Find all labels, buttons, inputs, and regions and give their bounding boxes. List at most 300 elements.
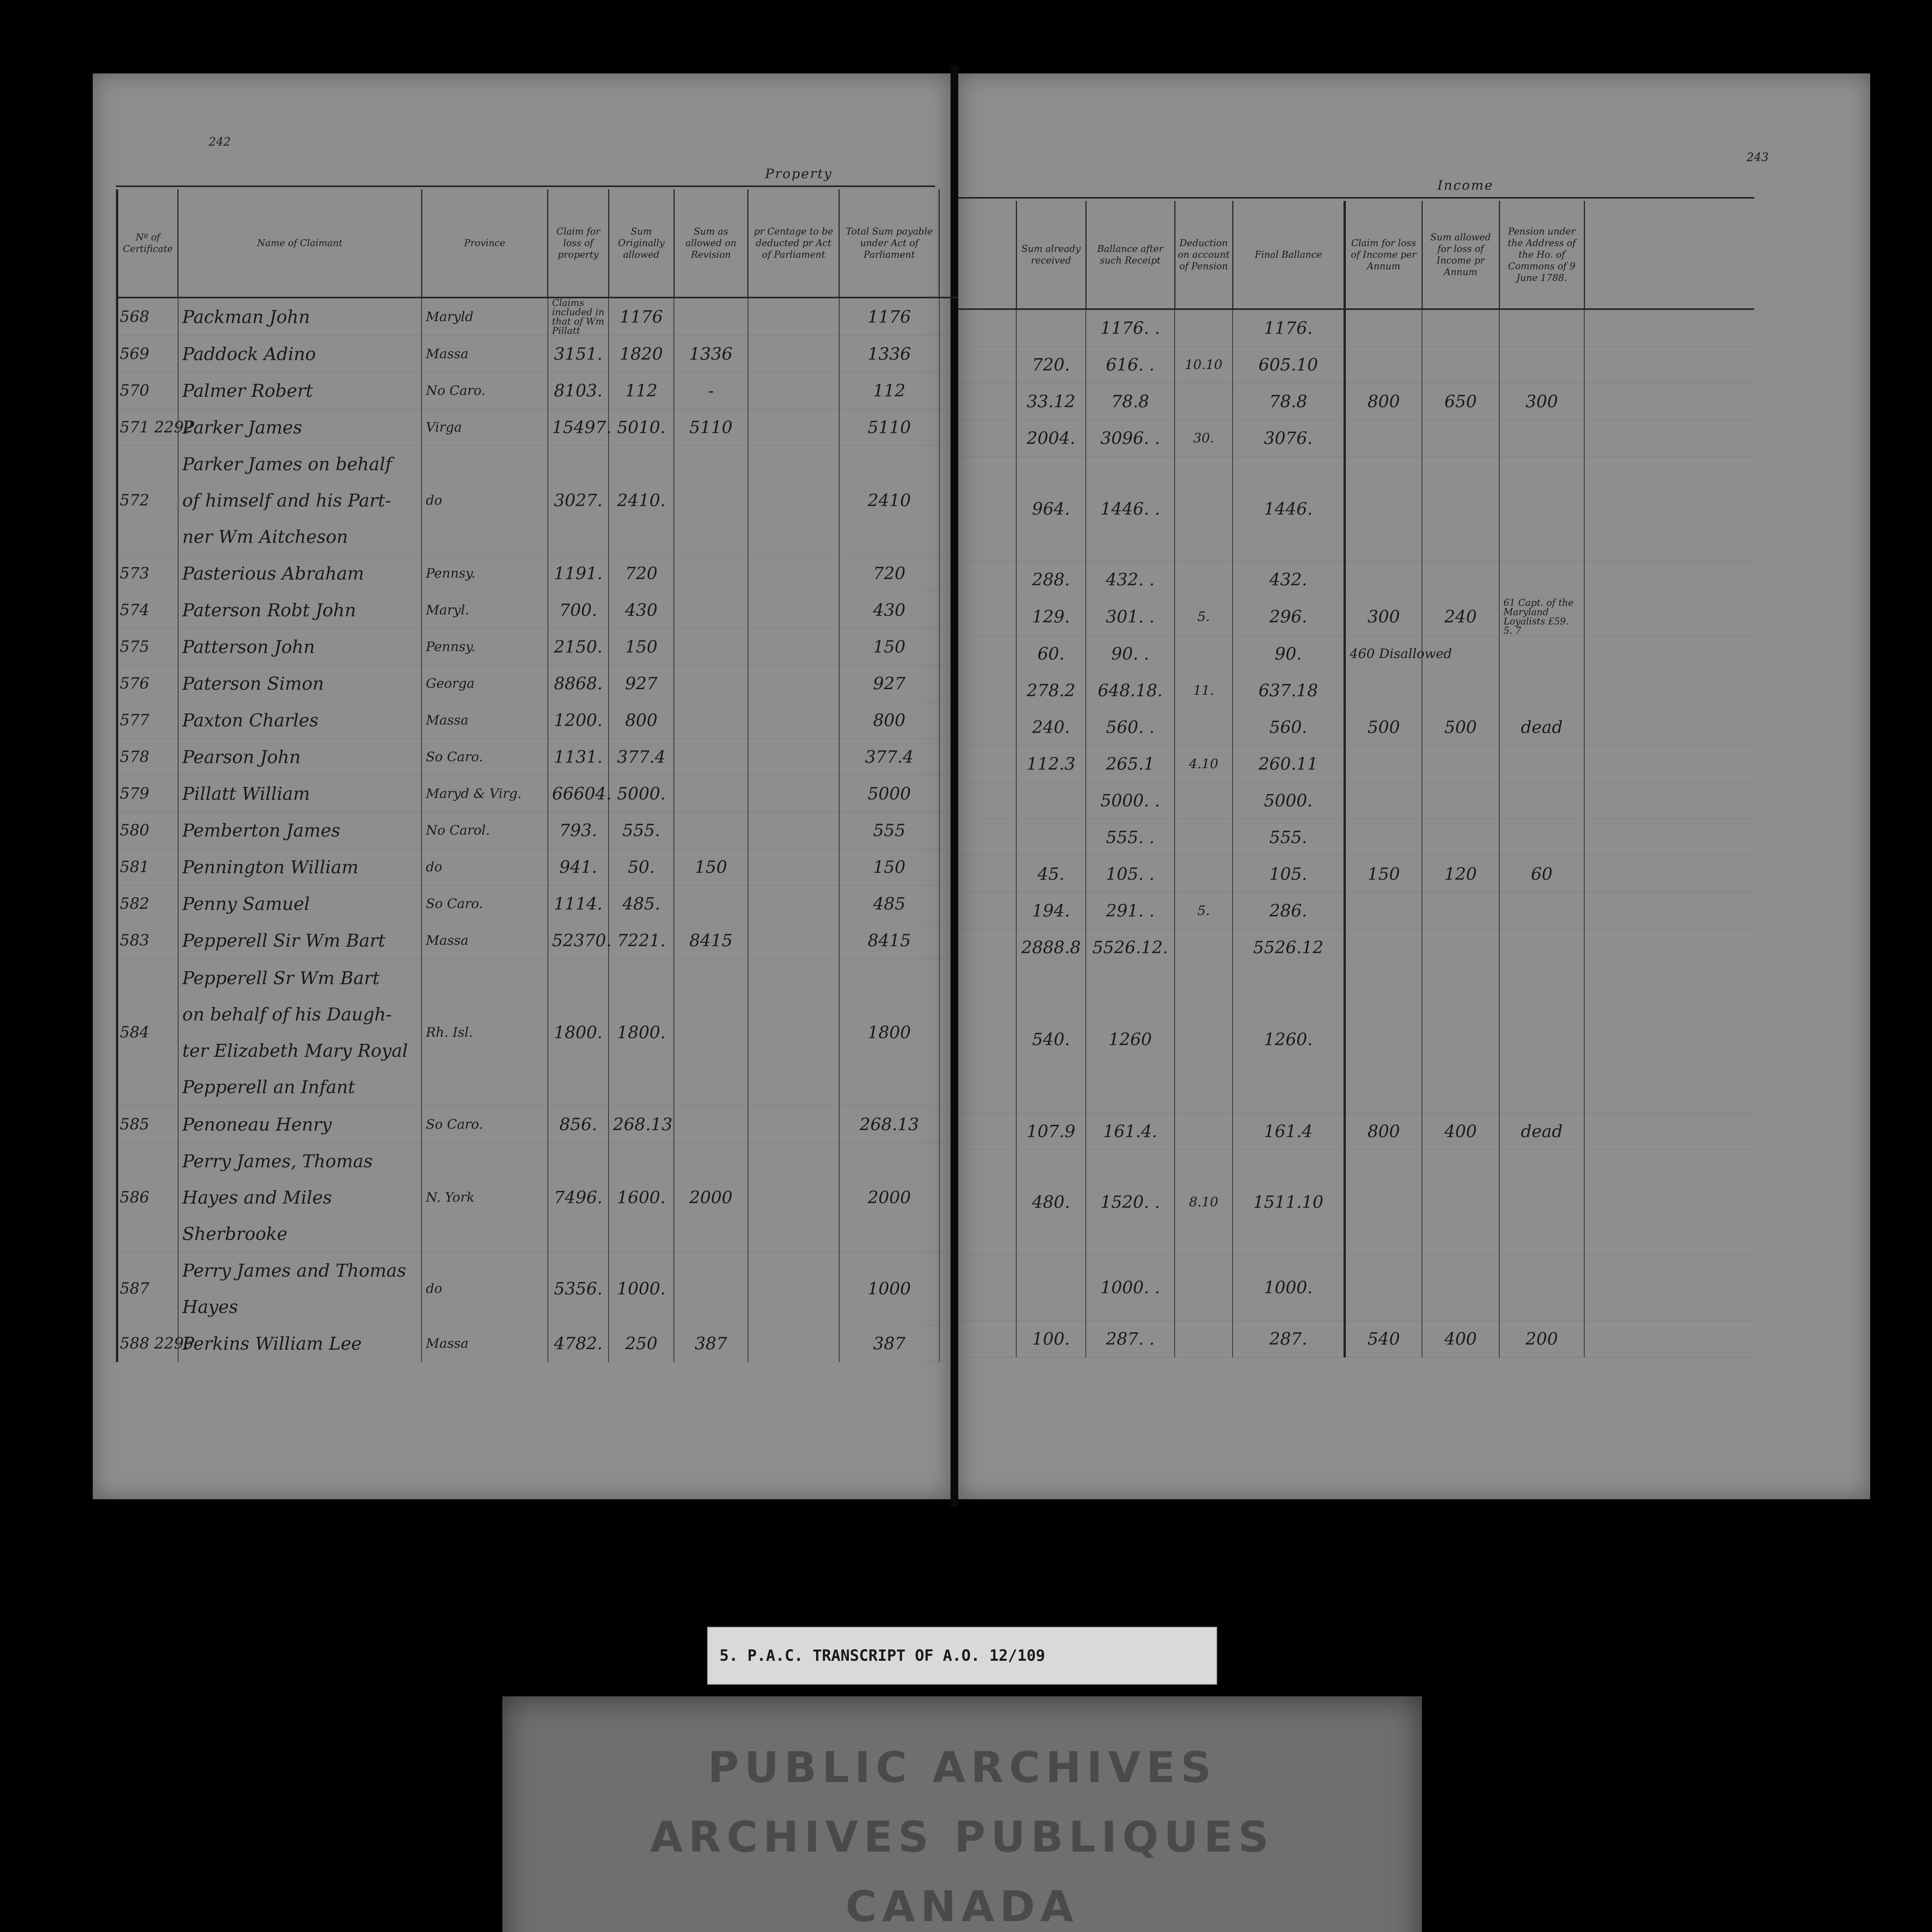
percentage-deducted bbox=[748, 1143, 839, 1252]
claimant-name bbox=[178, 849, 422, 886]
header-blank-left bbox=[958, 201, 1016, 309]
header-deduction-pension: Deduction on account of Pension bbox=[1175, 201, 1233, 309]
pension bbox=[1499, 782, 1584, 819]
income-row bbox=[958, 1113, 1754, 1150]
claim-income: 150 bbox=[1345, 856, 1422, 893]
claimant-name bbox=[178, 886, 422, 922]
claimant-name-line: Parker James on behalf bbox=[182, 454, 392, 474]
header-province: Province bbox=[422, 189, 548, 298]
claimant-name bbox=[178, 446, 422, 555]
income-row bbox=[958, 856, 1754, 893]
claim-property: Claims included in that of Wm Pillatt bbox=[548, 298, 609, 336]
property-row bbox=[117, 372, 966, 409]
sum-on-revision bbox=[674, 1106, 748, 1143]
claim-income bbox=[1345, 1150, 1422, 1255]
percentage-deducted bbox=[748, 776, 839, 812]
property-row bbox=[117, 1252, 966, 1325]
stamp-line-2: ARCHIVES PUBLIQUES bbox=[650, 1812, 1274, 1862]
final-balance: 5000. bbox=[1233, 782, 1345, 819]
balance-after-receipt: 5000. . bbox=[1086, 782, 1175, 819]
pension bbox=[1499, 893, 1584, 929]
certificate-number: 584 bbox=[117, 959, 178, 1106]
header-percentage-deducted: pr Centage to be deducted pr Act of Parliament bbox=[748, 189, 839, 298]
sum-originally-allowed: 112 bbox=[609, 372, 674, 409]
claimant-name bbox=[178, 409, 422, 446]
margin-cell bbox=[1584, 309, 1754, 347]
margin-cell bbox=[1584, 457, 1754, 561]
total-sum-payable: 555 bbox=[839, 812, 939, 849]
total-sum-payable: 485 bbox=[839, 886, 939, 922]
claimant-name-line: Penoneau Henry bbox=[182, 1114, 332, 1135]
claim-property: 3151. bbox=[548, 336, 609, 372]
balance-after-receipt: 265.1 bbox=[1086, 746, 1175, 782]
province: Maryld bbox=[422, 298, 548, 336]
blank-cell bbox=[958, 893, 1016, 929]
allowed-income bbox=[1422, 1255, 1499, 1321]
blank-cell bbox=[958, 856, 1016, 893]
claimant-name-line: Hayes bbox=[182, 1296, 238, 1317]
province: Maryl. bbox=[422, 592, 548, 629]
income-row bbox=[958, 309, 1754, 347]
claim-property: 1131. bbox=[548, 739, 609, 776]
certificate-number: 588 2296 bbox=[117, 1325, 178, 1362]
province: Maryd & Virg. bbox=[422, 776, 548, 812]
deduction-pension bbox=[1175, 819, 1233, 856]
pension bbox=[1499, 1255, 1584, 1321]
claim-property: 856. bbox=[548, 1106, 609, 1143]
claimant-name bbox=[178, 739, 422, 776]
deduction-pension bbox=[1175, 457, 1233, 561]
blank-cell bbox=[958, 929, 1016, 966]
percentage-deducted bbox=[748, 409, 839, 446]
claim-property: 793. bbox=[548, 812, 609, 849]
blank-cell bbox=[958, 457, 1016, 561]
allowed-income bbox=[1422, 819, 1499, 856]
allowed-income: 400 bbox=[1422, 1321, 1499, 1357]
sum-originally-allowed: 7221. bbox=[609, 922, 674, 959]
allowed-income: 400 bbox=[1422, 1113, 1499, 1150]
claim-property: 15497. bbox=[548, 409, 609, 446]
total-sum-payable: 720 bbox=[839, 555, 939, 592]
certificate-number: 575 bbox=[117, 629, 178, 665]
deduction-pension: 4.10 bbox=[1175, 746, 1233, 782]
percentage-deducted bbox=[748, 1252, 839, 1325]
total-sum-payable: 150 bbox=[839, 849, 939, 886]
margin-cell bbox=[1584, 636, 1754, 672]
allowed-income bbox=[1422, 1150, 1499, 1255]
total-sum-payable: 1000 bbox=[839, 1252, 939, 1325]
margin-cell bbox=[1584, 672, 1754, 709]
sum-originally-allowed: 800 bbox=[609, 702, 674, 739]
percentage-deducted bbox=[748, 1106, 839, 1143]
blank-cell bbox=[958, 1255, 1016, 1321]
header-pension: Pension under the Address of the Ho. of Commons of 9 June 1788. bbox=[1499, 201, 1584, 309]
percentage-deducted bbox=[748, 1325, 839, 1362]
total-sum-payable: 1800 bbox=[839, 959, 939, 1106]
percentage-deducted bbox=[748, 372, 839, 409]
property-header-row bbox=[117, 189, 966, 298]
claimant-name-line: ter Elizabeth Mary Royal bbox=[182, 1040, 408, 1061]
province: Massa bbox=[422, 1325, 548, 1362]
blank-cell bbox=[958, 347, 1016, 383]
sum-on-revision: 2000 bbox=[674, 1143, 748, 1252]
sum-on-revision: 8415 bbox=[674, 922, 748, 959]
property-row bbox=[117, 336, 966, 372]
income-row bbox=[958, 929, 1754, 966]
certificate-number: 583 bbox=[117, 922, 178, 959]
claim-property: 7496. bbox=[548, 1143, 609, 1252]
blank-cell bbox=[958, 598, 1016, 636]
sum-already-received: 107.9 bbox=[1016, 1113, 1086, 1150]
blank-cell bbox=[958, 1150, 1016, 1255]
province: Pennsy. bbox=[422, 629, 548, 665]
claimant-name bbox=[178, 1325, 422, 1362]
certificate-number: 569 bbox=[117, 336, 178, 372]
percentage-deducted bbox=[748, 592, 839, 629]
margin-cell bbox=[1584, 709, 1754, 746]
final-balance: 5526.12 bbox=[1233, 929, 1345, 966]
sum-on-revision bbox=[674, 665, 748, 702]
claim-property: 2150. bbox=[548, 629, 609, 665]
claim-property: 3027. bbox=[548, 446, 609, 555]
claim-property: 8868. bbox=[548, 665, 609, 702]
sum-already-received: 278.2 bbox=[1016, 672, 1086, 709]
property-row bbox=[117, 812, 966, 849]
sum-originally-allowed: 150 bbox=[609, 629, 674, 665]
claim-income: 800 bbox=[1345, 383, 1422, 420]
certificate-number: 580 bbox=[117, 812, 178, 849]
deduction-pension: 10.10 bbox=[1175, 347, 1233, 383]
final-balance: 286. bbox=[1233, 893, 1345, 929]
income-row bbox=[958, 420, 1754, 457]
sum-originally-allowed: 485. bbox=[609, 886, 674, 922]
sum-already-received: 240. bbox=[1016, 709, 1086, 746]
claim-property: 1114. bbox=[548, 886, 609, 922]
right-page bbox=[958, 73, 1870, 1499]
deduction-pension: 11. bbox=[1175, 672, 1233, 709]
sum-already-received: 45. bbox=[1016, 856, 1086, 893]
sum-already-received: 2888.8 bbox=[1016, 929, 1086, 966]
header-claimant-name: Name of Claimant bbox=[178, 189, 422, 298]
balance-after-receipt: 1000. . bbox=[1086, 1255, 1175, 1321]
sum-on-revision bbox=[674, 298, 748, 336]
claim-property: 4782. bbox=[548, 1325, 609, 1362]
margin-cell bbox=[1584, 929, 1754, 966]
total-sum-payable: 2410 bbox=[839, 446, 939, 555]
final-balance: 260.11 bbox=[1233, 746, 1345, 782]
sum-already-received: 112.3 bbox=[1016, 746, 1086, 782]
total-sum-payable: 2000 bbox=[839, 1143, 939, 1252]
claim-property: 700. bbox=[548, 592, 609, 629]
blank-cell bbox=[958, 966, 1016, 1113]
allowed-income bbox=[1422, 420, 1499, 457]
claimant-name-line: Parker James bbox=[182, 417, 302, 438]
income-row bbox=[958, 966, 1754, 1113]
blank-cell bbox=[958, 782, 1016, 819]
claimant-name bbox=[178, 592, 422, 629]
left-top-rule bbox=[116, 185, 935, 187]
balance-after-receipt: 161.4. bbox=[1086, 1113, 1175, 1150]
header-balance-after-receipt: Ballance after such Receipt bbox=[1086, 201, 1175, 309]
claim-income bbox=[1345, 420, 1422, 457]
claimant-name-line: Penny Samuel bbox=[182, 893, 310, 914]
deduction-pension: 8.10 bbox=[1175, 1150, 1233, 1255]
allowed-income bbox=[1422, 561, 1499, 598]
claimant-name-line: Perry James and Thomas bbox=[182, 1260, 406, 1281]
blank-cell bbox=[958, 383, 1016, 420]
claimant-name-line: of himself and his Part- bbox=[182, 490, 391, 511]
claimant-name bbox=[178, 298, 422, 336]
certificate-number: 570 bbox=[117, 372, 178, 409]
claimant-name-line: Pepperell Sr Wm Bart bbox=[182, 968, 380, 988]
claimant-name-line: Perry James, Thomas bbox=[182, 1151, 373, 1172]
province: No Caro. bbox=[422, 372, 548, 409]
margin-cell bbox=[1584, 420, 1754, 457]
sum-on-revision: - bbox=[674, 372, 748, 409]
province: Pennsy. bbox=[422, 555, 548, 592]
sum-already-received: 129. bbox=[1016, 598, 1086, 636]
sum-originally-allowed: 2410. bbox=[609, 446, 674, 555]
balance-after-receipt: 90. . bbox=[1086, 636, 1175, 672]
income-header-row bbox=[958, 201, 1754, 309]
province: do bbox=[422, 849, 548, 886]
balance-after-receipt: 616. . bbox=[1086, 347, 1175, 383]
claimant-name-line: Pepperell Sir Wm Bart bbox=[182, 930, 386, 951]
income-row bbox=[958, 1321, 1754, 1357]
claim-property: 5356. bbox=[548, 1252, 609, 1325]
balance-after-receipt: 301. . bbox=[1086, 598, 1175, 636]
sum-originally-allowed: 5010. bbox=[609, 409, 674, 446]
final-balance: 287. bbox=[1233, 1321, 1345, 1357]
deduction-pension bbox=[1175, 929, 1233, 966]
final-balance: 1511.10 bbox=[1233, 1150, 1345, 1255]
property-row bbox=[117, 702, 966, 739]
certificate-number: 582 bbox=[117, 886, 178, 922]
deduction-pension bbox=[1175, 782, 1233, 819]
sum-on-revision bbox=[674, 555, 748, 592]
property-ledger-table bbox=[116, 189, 966, 1362]
claim-income bbox=[1345, 457, 1422, 561]
header-sum-already-received: Sum already received bbox=[1016, 201, 1086, 309]
pension bbox=[1499, 929, 1584, 966]
sum-originally-allowed: 555. bbox=[609, 812, 674, 849]
certificate-number: 571 2292 bbox=[117, 409, 178, 446]
claim-income bbox=[1345, 347, 1422, 383]
certificate-number: 587 bbox=[117, 1252, 178, 1325]
total-sum-payable: 800 bbox=[839, 702, 939, 739]
claimant-name-line: Pasterious Abraham bbox=[182, 563, 364, 584]
blank-cell bbox=[958, 1113, 1016, 1150]
deduction-pension bbox=[1175, 561, 1233, 598]
margin-cell bbox=[1584, 1255, 1754, 1321]
claimant-name-line: Pillatt William bbox=[182, 783, 310, 804]
allowed-income: 500 bbox=[1422, 709, 1499, 746]
margin-cell bbox=[1584, 782, 1754, 819]
claimant-name-line: Paterson Robt John bbox=[182, 600, 356, 621]
final-balance: 3076. bbox=[1233, 420, 1345, 457]
sum-already-received bbox=[1016, 1255, 1086, 1321]
header-sum-originally-allowed: Sum Originally allowed bbox=[609, 189, 674, 298]
income-row bbox=[958, 819, 1754, 856]
percentage-deducted bbox=[748, 922, 839, 959]
income-row bbox=[958, 383, 1754, 420]
income-row bbox=[958, 561, 1754, 598]
sum-originally-allowed: 1600. bbox=[609, 1143, 674, 1252]
certificate-number: 572 bbox=[117, 446, 178, 555]
final-balance: 1446. bbox=[1233, 457, 1345, 561]
property-row bbox=[117, 298, 966, 336]
final-balance: 1176. bbox=[1233, 309, 1345, 347]
stamp-line-3: CANADA bbox=[845, 1882, 1079, 1931]
total-sum-payable: 112 bbox=[839, 372, 939, 409]
claim-property: 66604. bbox=[548, 776, 609, 812]
claim-income bbox=[1345, 746, 1422, 782]
income-section-title: Income bbox=[1437, 178, 1494, 193]
allowed-income bbox=[1422, 457, 1499, 561]
blank-cell bbox=[958, 309, 1016, 347]
blank-cell bbox=[958, 420, 1016, 457]
blank-cell bbox=[958, 709, 1016, 746]
claimant-name-line: Patterson John bbox=[182, 636, 315, 657]
sum-on-revision bbox=[674, 886, 748, 922]
certificate-number: 568 bbox=[117, 298, 178, 336]
balance-after-receipt: 5526.12. bbox=[1086, 929, 1175, 966]
header-margin bbox=[1584, 201, 1754, 309]
claim-income: 540 bbox=[1345, 1321, 1422, 1357]
balance-after-receipt: 432. . bbox=[1086, 561, 1175, 598]
claim-income: 460 Disallowed bbox=[1345, 636, 1422, 672]
sum-already-received: 540. bbox=[1016, 966, 1086, 1113]
certificate-number: 577 bbox=[117, 702, 178, 739]
property-row bbox=[117, 959, 966, 1106]
sum-on-revision: 150 bbox=[674, 849, 748, 886]
property-row bbox=[117, 886, 966, 922]
claimant-name-line: Perkins William Lee bbox=[182, 1333, 362, 1354]
final-balance: 90. bbox=[1233, 636, 1345, 672]
property-row bbox=[117, 446, 966, 555]
blank-cell bbox=[958, 746, 1016, 782]
sum-already-received: 60. bbox=[1016, 636, 1086, 672]
certificate-number: 579 bbox=[117, 776, 178, 812]
pension: 60 bbox=[1499, 856, 1584, 893]
property-row bbox=[117, 592, 966, 629]
deduction-pension bbox=[1175, 1255, 1233, 1321]
claimant-name bbox=[178, 1143, 422, 1252]
balance-after-receipt: 648.18. bbox=[1086, 672, 1175, 709]
header-allowed-income: Sum allowed for loss of Income pr Annum bbox=[1422, 201, 1499, 309]
income-row bbox=[958, 746, 1754, 782]
claimant-name-line: Sherbrooke bbox=[182, 1223, 287, 1244]
total-sum-payable: 927 bbox=[839, 665, 939, 702]
sum-originally-allowed: 268.13 bbox=[609, 1106, 674, 1143]
claimant-name-line: ner Wm Aitcheson bbox=[182, 526, 348, 547]
allowed-income bbox=[1422, 893, 1499, 929]
claimant-name bbox=[178, 555, 422, 592]
certificate-number: 586 bbox=[117, 1143, 178, 1252]
certificate-number: 578 bbox=[117, 739, 178, 776]
claim-income bbox=[1345, 1255, 1422, 1321]
sum-already-received: 720. bbox=[1016, 347, 1086, 383]
sum-on-revision bbox=[674, 812, 748, 849]
sum-already-received bbox=[1016, 819, 1086, 856]
sum-already-received: 2004. bbox=[1016, 420, 1086, 457]
allowed-income bbox=[1422, 672, 1499, 709]
deduction-pension: 5. bbox=[1175, 893, 1233, 929]
income-row bbox=[958, 636, 1754, 672]
percentage-deducted bbox=[748, 555, 839, 592]
margin-cell bbox=[1584, 561, 1754, 598]
percentage-deducted bbox=[748, 336, 839, 372]
claim-income bbox=[1345, 672, 1422, 709]
allowed-income bbox=[1422, 929, 1499, 966]
property-row bbox=[117, 1106, 966, 1143]
property-row bbox=[117, 776, 966, 812]
allowed-income bbox=[1422, 782, 1499, 819]
deduction-pension bbox=[1175, 636, 1233, 672]
balance-after-receipt: 3096. . bbox=[1086, 420, 1175, 457]
margin-cell bbox=[1584, 383, 1754, 420]
deduction-pension bbox=[1175, 856, 1233, 893]
claim-property: 1191. bbox=[548, 555, 609, 592]
claimant-name-line: on behalf of his Daugh- bbox=[182, 1004, 392, 1025]
right-page-number: 243 bbox=[1747, 151, 1769, 164]
claim-income bbox=[1345, 893, 1422, 929]
claimant-name bbox=[178, 1106, 422, 1143]
balance-after-receipt: 105. . bbox=[1086, 856, 1175, 893]
province: So Caro. bbox=[422, 739, 548, 776]
archives-stamp bbox=[502, 1696, 1422, 1932]
claim-income: 800 bbox=[1345, 1113, 1422, 1150]
claimant-name bbox=[178, 702, 422, 739]
percentage-deducted bbox=[748, 665, 839, 702]
claimant-name-line: Paddock Adino bbox=[182, 344, 316, 364]
claim-income bbox=[1345, 782, 1422, 819]
claim-property: 52370. bbox=[548, 922, 609, 959]
claimant-name bbox=[178, 336, 422, 372]
margin-cell bbox=[1584, 746, 1754, 782]
claimant-name-line: Pearson John bbox=[182, 747, 301, 767]
final-balance: 78.8 bbox=[1233, 383, 1345, 420]
total-sum-payable: 387 bbox=[839, 1325, 939, 1362]
claim-income: 500 bbox=[1345, 709, 1422, 746]
total-sum-payable: 150 bbox=[839, 629, 939, 665]
sum-on-revision: 387 bbox=[674, 1325, 748, 1362]
balance-after-receipt: 1520. . bbox=[1086, 1150, 1175, 1255]
stamp-line-1: PUBLIC ARCHIVES bbox=[707, 1743, 1217, 1792]
final-balance: 605.10 bbox=[1233, 347, 1345, 383]
claimant-name-line: Pennington William bbox=[182, 857, 359, 878]
sum-already-received bbox=[1016, 782, 1086, 819]
pension: 61 Capt. of the Maryland Loyalists £59. 5. 7 bbox=[1499, 598, 1584, 636]
margin-cell bbox=[1584, 598, 1754, 636]
property-row bbox=[117, 1325, 966, 1362]
pension bbox=[1499, 966, 1584, 1113]
province: Georga bbox=[422, 665, 548, 702]
income-row bbox=[958, 347, 1754, 383]
sum-already-received: 288. bbox=[1016, 561, 1086, 598]
final-balance: 296. bbox=[1233, 598, 1345, 636]
total-sum-payable: 5110 bbox=[839, 409, 939, 446]
claim-income bbox=[1345, 929, 1422, 966]
header-final-balance: Final Ballance bbox=[1233, 201, 1345, 309]
blank-cell bbox=[958, 672, 1016, 709]
final-balance: 1260. bbox=[1233, 966, 1345, 1113]
claimant-name bbox=[178, 812, 422, 849]
balance-after-receipt: 555. . bbox=[1086, 819, 1175, 856]
claimant-name bbox=[178, 959, 422, 1106]
certificate-number: 574 bbox=[117, 592, 178, 629]
sum-already-received: 194. bbox=[1016, 893, 1086, 929]
